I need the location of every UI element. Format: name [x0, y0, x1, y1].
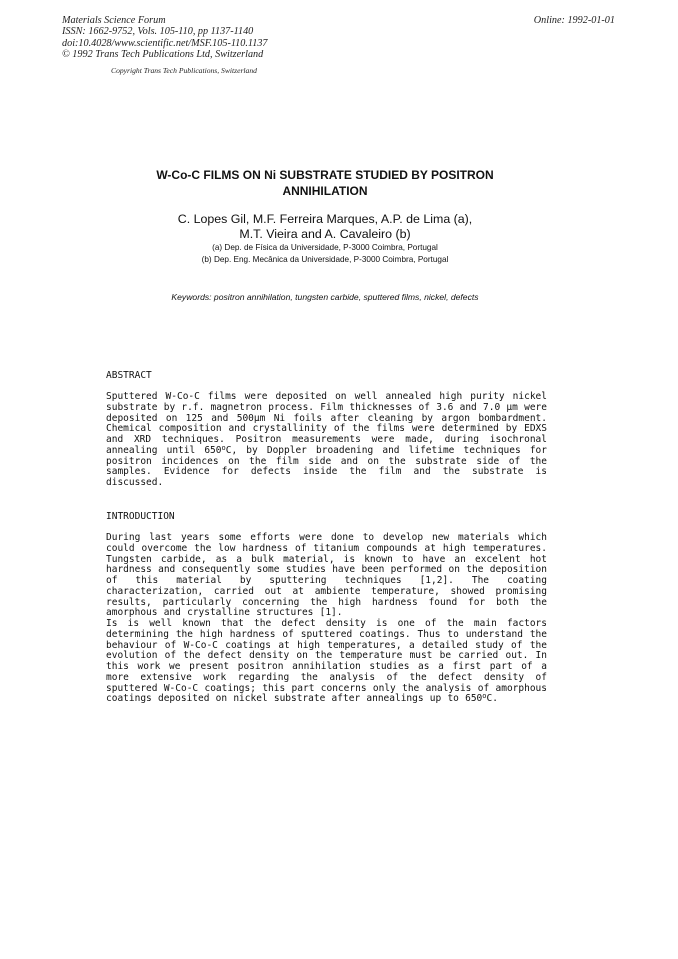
publisher-copyright: Copyright Trans Tech Publications, Switzerland [111, 66, 257, 75]
paper-title [110, 167, 540, 199]
issn-line: ISSN: 1662-9752, Vols. 105-110, pp 1137-1140 [62, 26, 254, 38]
affiliation-a: (a) Dep. de Física da Universidade, P-3000 Coimbra, Portugal [212, 243, 438, 252]
title-line: W-Co-C FILMS ON Ni SUBSTRATE STUDIED BY POSITRON [156, 168, 494, 182]
introduction-paragraph-2 [106, 619, 547, 705]
introduction-heading: INTRODUCTION [106, 511, 175, 522]
doi-line: doi:10.4028/www.scientific.net/MSF.105-110.1137 [62, 37, 268, 49]
abstract-body [106, 392, 547, 489]
author-line: C. Lopes Gil, M.F. Ferreira Marques, A.P. de Lima (a), [177, 212, 473, 226]
affiliations [110, 242, 540, 266]
publication-metadata [62, 15, 268, 61]
author-list [110, 212, 540, 242]
introduction-paragraph-1: During last years some efforts were done to develop new materials which could overcome the low hardness of titanium compounds at high temperatures. Tungsten carbide, as a bulk material, is known to have an excelent hot hardness and consequently some studies have been performed on the deposition of this material by sputtering techniques [1,2]. The coating characterization, carried out at ambiente temperature, showed promising results, particularly concerning the high hardness found for both the amorphous and crystalline structures [1]. [106, 532, 547, 619]
online-date: Online: 1992-01-01 [533, 15, 615, 26]
keywords: Keywords: positron annihilation, tungsten carbide, sputtered films, nickel, defects [171, 292, 479, 302]
copyright-notice: © 1992 Trans Tech Publications Ltd, Switzerland [62, 49, 264, 61]
title-line: ANNIHILATION [282, 184, 368, 198]
author-line: M.T. Vieira and A. Cavaleiro (b) [239, 227, 411, 241]
introduction-text-end: C. [486, 693, 498, 705]
introduction-body [106, 533, 547, 705]
degree-superscript: o [221, 443, 226, 452]
journal-name: Materials Science Forum [62, 15, 166, 26]
abstract-text-end: C, by Doppler broadening and lifetime techniques for positron incidences on the film side and on the substrate side of the samples. Evidence for defects inside the film and the substrate is discussed. [106, 444, 547, 488]
degree-superscript: o [482, 692, 487, 701]
affiliation-b: (b) Dep. Eng. Mecânica da Universidade, P-3000 Coimbra, Portugal [201, 255, 449, 264]
abstract-heading: ABSTRACT [106, 370, 152, 381]
abstract-text: Sputtered W-Co-C films were deposited on well annealed high purity nickel substrate by r.f. magnetron process. Film thicknesses of 3.6 and 7.0 μm were deposited on 125 and 500μm Ni foils after cleaning by argon bombardment. Chemical composition and crystallinity of the films were determined by EDXS and XRD techniques. Positron measurements were made, during isochronal annealing until 650 [106, 391, 547, 456]
introduction-text: Is is well known that the defect density is one of the main factors determining the high hardness of sputtered coatings. Thus to understand the behaviour of W-Co-C coatings at high temperatures, a detailed study of the evolution of the defect density on the temperature must be carried out. In this work we present positron annihilation studies as a first part of a more extensive work regarding the analysis of the defect density of sputtered W-Co-C coatings; this part concerns only the analysis of amorphous coatings deposited on nickel substrate after annealings up to 650 [106, 618, 547, 705]
